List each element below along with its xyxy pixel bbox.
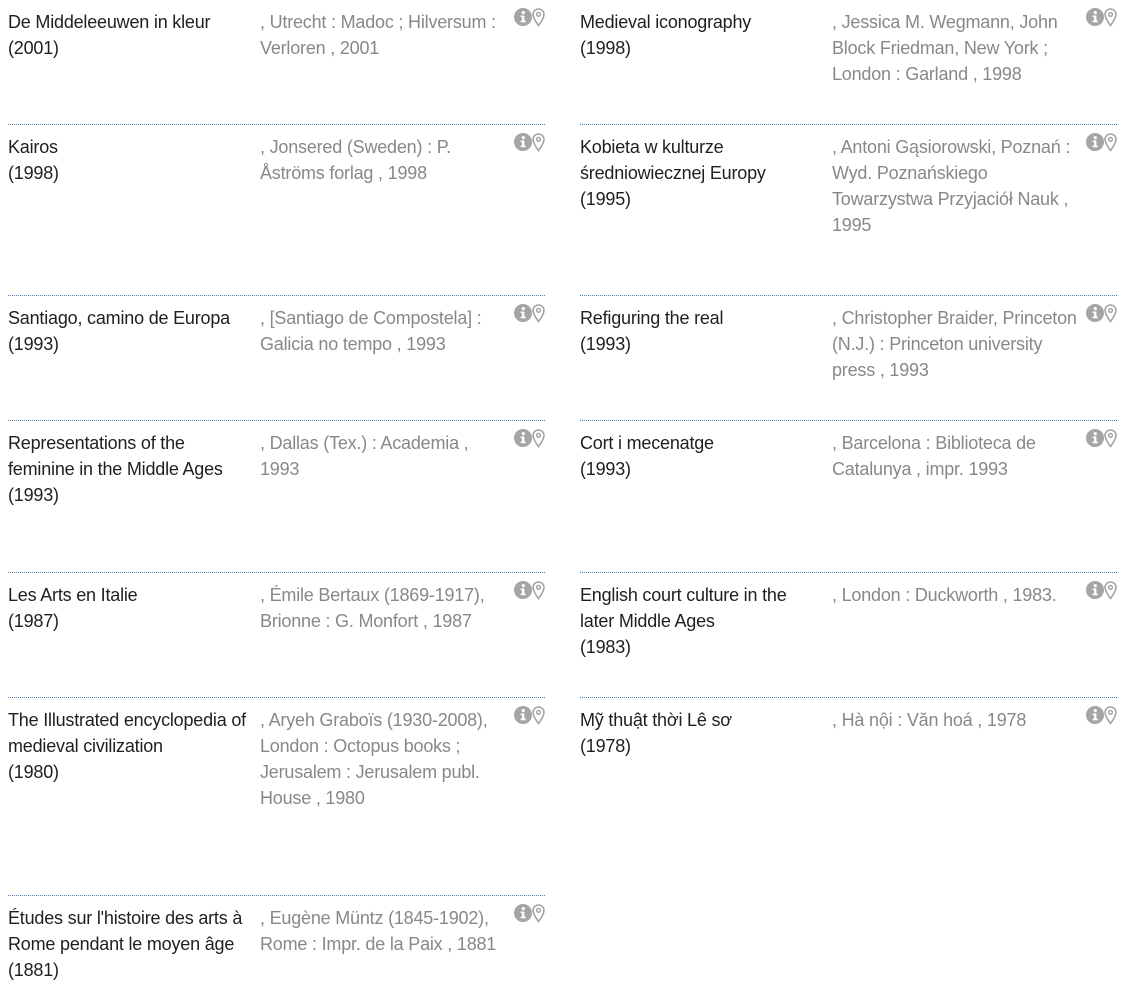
map-marker-icon[interactable] (1104, 581, 1117, 600)
result-title-text[interactable]: Kairos (8, 137, 58, 157)
result-actions (511, 706, 545, 728)
result-year: (1995) (580, 189, 631, 209)
result-title[interactable] (580, 707, 823, 759)
result-year: (1998) (8, 163, 59, 183)
result-year: (1987) (8, 611, 59, 631)
map-marker-icon[interactable] (532, 581, 545, 600)
map-marker-icon[interactable] (1104, 706, 1117, 725)
result-title-text[interactable]: Medieval iconography (580, 12, 752, 32)
result-publication: , Émile Bertaux (1869-1917), Brionne : G. Monfort , 1987 (260, 585, 485, 631)
result-title[interactable] (580, 582, 823, 660)
result-title-text[interactable]: Les Arts en Italie (8, 585, 138, 605)
result-title[interactable] (8, 905, 251, 983)
result-publication: , Christopher Braider, Princeton (N.J.) : Princeton university press , 1993 (832, 308, 1077, 380)
result-year: (1993) (580, 334, 631, 354)
result-item (8, 125, 545, 296)
map-marker-icon[interactable] (532, 133, 545, 152)
result-item (8, 0, 545, 125)
result-item (8, 421, 545, 573)
info-circle-icon[interactable] (1086, 304, 1104, 322)
result-actions (511, 8, 545, 30)
info-circle-icon[interactable] (514, 429, 532, 447)
result-item (8, 573, 545, 698)
result-actions (1083, 8, 1117, 30)
info-circle-icon[interactable] (514, 304, 532, 322)
result-year: (1993) (580, 459, 631, 479)
map-marker-icon[interactable] (1104, 429, 1117, 448)
result-title[interactable] (580, 305, 823, 357)
result-title[interactable] (580, 430, 823, 482)
result-actions (1083, 581, 1117, 603)
result-title-text[interactable]: Representations of the feminine in the Middle Ages (8, 433, 223, 479)
result-year: (1998) (580, 38, 631, 58)
map-marker-icon[interactable] (532, 429, 545, 448)
result-title-text[interactable]: Santiago, camino de Europa (8, 308, 230, 328)
info-circle-icon[interactable] (1086, 581, 1104, 599)
result-title-text[interactable]: The Illustrated encyclopedia of medieval civilization (8, 710, 246, 756)
result-title-text[interactable]: Kobieta w kulturze średniowiecznej Europy (580, 137, 766, 183)
result-actions (1083, 133, 1117, 155)
info-circle-icon[interactable] (514, 581, 532, 599)
result-publication: , Hà nội : Văn hoá , 1978 (832, 710, 1027, 730)
result-item (580, 0, 1117, 125)
result-title[interactable] (8, 707, 251, 785)
result-actions (511, 429, 545, 451)
result-title-text[interactable]: Refiguring the real (580, 308, 724, 328)
result-title[interactable] (580, 134, 823, 212)
result-year: (1983) (580, 637, 631, 657)
info-circle-icon[interactable] (514, 8, 532, 26)
result-item (8, 698, 545, 896)
result-item (580, 421, 1117, 573)
result-publication: , Jonsered (Sweden) : P. Åströms forlag , 1998 (260, 137, 451, 183)
result-actions (511, 581, 545, 603)
result-actions (511, 904, 545, 926)
result-actions (511, 133, 545, 155)
info-circle-icon[interactable] (514, 706, 532, 724)
results-column-right (580, 0, 1117, 1002)
result-publication: , Utrecht : Madoc ; Hilversum : Verloren , 2001 (260, 12, 496, 58)
result-title-text[interactable]: Cort i mecenatge (580, 433, 714, 453)
map-marker-icon[interactable] (1104, 133, 1117, 152)
result-item (580, 698, 1117, 823)
info-circle-icon[interactable] (1086, 133, 1104, 151)
result-year: (1980) (8, 762, 59, 782)
result-publication: , Eugène Müntz (1845-1902), Rome : Impr. de la Paix , 1881 (260, 908, 497, 954)
result-item (8, 296, 545, 421)
result-title-text[interactable]: Mỹ thuật thời Lê sơ (580, 710, 732, 730)
info-circle-icon[interactable] (1086, 8, 1104, 26)
results-column-left (8, 0, 545, 1002)
result-publication: , Dallas (Tex.) : Academia , 1993 (260, 433, 469, 479)
result-item (580, 573, 1117, 698)
info-circle-icon[interactable] (1086, 706, 1104, 724)
result-year: (1993) (8, 485, 59, 505)
result-publication: , Barcelona : Biblioteca de Catalunya , impr. 1993 (832, 433, 1036, 479)
map-marker-icon[interactable] (532, 904, 545, 923)
result-title-text[interactable]: De Middeleeuwen in kleur (8, 12, 211, 32)
result-actions (1083, 304, 1117, 326)
result-item (580, 125, 1117, 296)
info-circle-icon[interactable] (1086, 429, 1104, 447)
result-year: (2001) (8, 38, 59, 58)
result-item (580, 296, 1117, 421)
result-title[interactable] (8, 134, 251, 186)
map-marker-icon[interactable] (1104, 304, 1117, 323)
map-marker-icon[interactable] (1104, 8, 1117, 27)
result-actions (511, 304, 545, 326)
result-item (8, 896, 545, 1002)
result-publication: , London : Duckworth , 1983. (832, 585, 1057, 605)
info-circle-icon[interactable] (514, 133, 532, 151)
result-title[interactable] (580, 9, 823, 61)
result-title[interactable] (8, 582, 251, 634)
result-year: (1978) (580, 736, 631, 756)
result-year: (1881) (8, 960, 59, 980)
result-year: (1993) (8, 334, 59, 354)
result-publication: , Jessica M. Wegmann, John Block Friedman, New York ; London : Garland , 1998 (832, 12, 1058, 84)
result-publication: , Aryeh Graboïs (1930-2008), London : Octopus books ; Jerusalem : Jerusalem publ. House , 1980 (260, 710, 488, 808)
result-publication: , [Santiago de Compostela] : Galicia no tempo , 1993 (260, 308, 482, 354)
info-circle-icon[interactable] (514, 904, 532, 922)
result-title[interactable] (8, 305, 251, 357)
result-title[interactable] (8, 9, 251, 61)
result-actions (1083, 706, 1117, 728)
map-marker-icon[interactable] (532, 706, 545, 725)
result-title-text[interactable]: English court culture in the later Middle Ages (580, 585, 787, 631)
map-marker-icon[interactable] (532, 304, 545, 323)
result-publication: , Antoni Gąsiorowski, Poznań : Wyd. Poznańskiego Towarzystwa Przyjaciół Nauk , 1995 (832, 137, 1071, 235)
result-actions (1083, 429, 1117, 451)
map-marker-icon[interactable] (532, 8, 545, 27)
result-title[interactable] (8, 430, 251, 508)
result-title-text[interactable]: Études sur l'histoire des arts à Rome pendant le moyen âge (8, 908, 243, 954)
